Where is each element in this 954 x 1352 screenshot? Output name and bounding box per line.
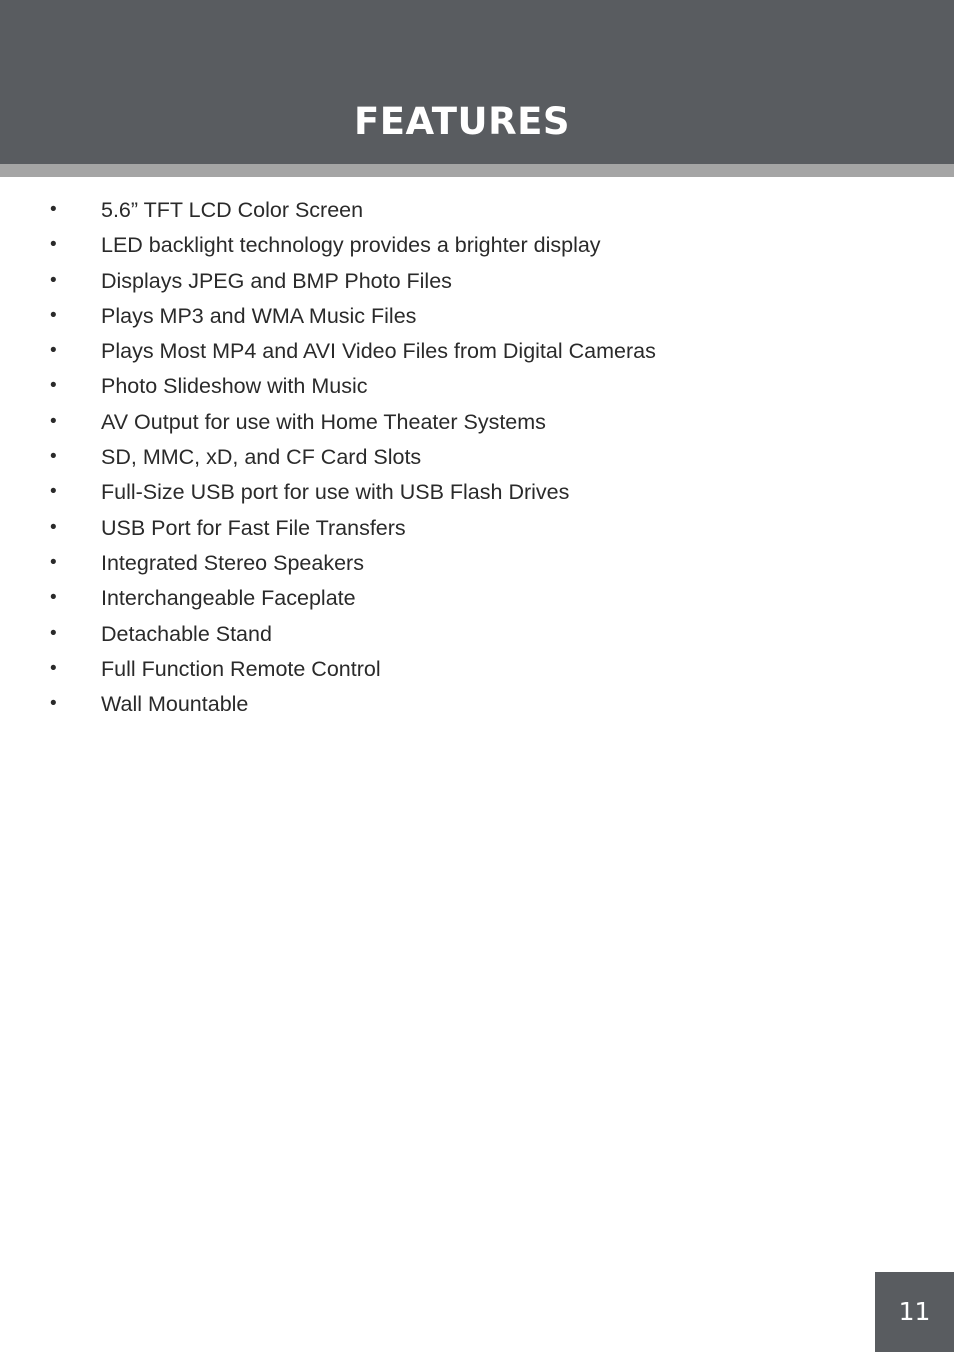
feature-text: Plays Most MP4 and AVI Video Files from Digital Cameras (101, 339, 656, 364)
header-stripe (0, 164, 954, 177)
page-number-box (875, 1272, 954, 1352)
bullet-icon: • (50, 551, 57, 573)
feature-text: Plays MP3 and WMA Music Files (101, 303, 417, 328)
bullet-icon: • (50, 269, 57, 291)
feature-text: SD, MMC, xD, and CF Card Slots (101, 445, 422, 470)
feature-text: 5.6” TFT LCD Color Screen (101, 198, 364, 222)
feature-text: Full Function Remote Control (101, 656, 381, 681)
feature-text: Photo Slideshow with Music (101, 374, 368, 399)
bullet-icon: • (50, 587, 57, 609)
bullet-icon: • (50, 446, 57, 468)
bullet-icon: • (50, 481, 57, 503)
bullet-icon: • (50, 234, 57, 256)
feature-text: Full-Size USB port for use with USB Flash Drives (101, 480, 570, 505)
feature-text: AV Output for use with Home Theater Systems (101, 409, 546, 434)
feature-text: Interchangeable Faceplate (101, 586, 356, 611)
bullet-icon: • (50, 516, 57, 538)
bullet-icon: • (50, 622, 57, 644)
bullet-icon: • (50, 304, 57, 326)
bullet-icon: • (50, 410, 57, 432)
feature-text: Displays JPEG and BMP Photo Files (101, 268, 452, 293)
feature-text: USB Port for Fast File Transfers (101, 515, 406, 540)
feature-text: Wall Mountable (101, 692, 249, 717)
feature-text: Detachable Stand (101, 621, 272, 646)
page-number: 11 (898, 1297, 931, 1326)
bullet-icon: • (50, 657, 57, 679)
bullet-icon: • (50, 693, 57, 715)
bullet-icon: • (50, 375, 57, 397)
page-title: FEATURES (353, 100, 570, 143)
bullet-icon: • (50, 340, 57, 362)
feature-text: LED backlight technology provides a brighter display (101, 233, 601, 258)
bullet-icon: • (50, 199, 57, 220)
feature-text: Integrated Stereo Speakers (101, 550, 364, 575)
